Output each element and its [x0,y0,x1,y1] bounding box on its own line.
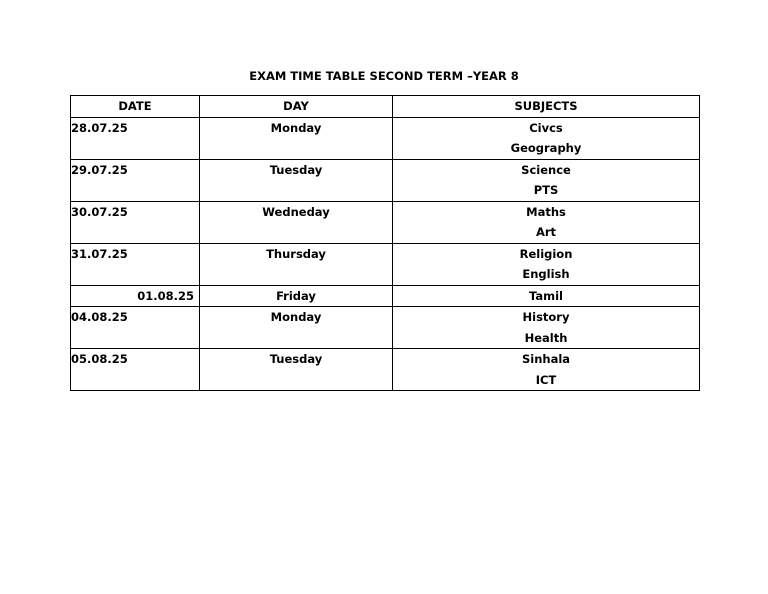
table-header-row [71,96,700,118]
date-cell: 04.08.25 [71,307,200,349]
subjects-cell [393,243,700,285]
subject-name: Art [535,225,557,239]
table-row [71,117,700,159]
subject-name: PTS [533,183,559,197]
day-cell: Friday [200,285,393,307]
subjects-cell [393,285,700,307]
exam-timetable [70,95,700,391]
subject-name: Religion [519,246,573,261]
subject-name: History [522,310,570,324]
column-header-day: DAY [200,96,393,118]
subject-name: Tamil [529,288,563,303]
date-cell: 30.07.25 [71,201,200,243]
table-row [71,243,700,285]
subjects-cell [393,201,700,243]
day-cell: Tuesday [200,159,393,201]
subject-name: Sinhala [521,352,571,366]
table-row [71,349,700,391]
day-cell: Tuesday [200,349,393,391]
table-row [71,307,700,349]
subjects-cell [393,307,700,349]
table-row [71,285,700,307]
subject-name: ICT [535,372,557,387]
column-header-subjects: SUBJECTS [393,96,700,118]
subject-name: Geography [510,141,582,155]
day-cell: Thursday [200,243,393,285]
subjects-cell [393,117,700,159]
subject-name: English [522,267,570,281]
subjects-cell [393,349,700,391]
date-cell: 01.08.25 [71,285,200,307]
table-row [71,159,700,201]
day-cell: Monday [200,117,393,159]
date-cell: 28.07.25 [71,117,200,159]
table-row [71,201,700,243]
subject-name: Health [524,330,568,345]
subject-name: Science [521,162,571,177]
column-header-date: DATE [71,96,200,118]
date-cell: 31.07.25 [71,243,200,285]
subject-name: Maths [526,204,566,219]
date-cell: 29.07.25 [71,159,200,201]
subjects-cell [393,159,700,201]
subject-name: Civcs [529,120,563,135]
day-cell: Monday [200,307,393,349]
date-cell: 05.08.25 [71,349,200,391]
page-title: EXAM TIME TABLE SECOND TERM –YEAR 8 [249,69,519,83]
day-cell: Wedneday [200,201,393,243]
